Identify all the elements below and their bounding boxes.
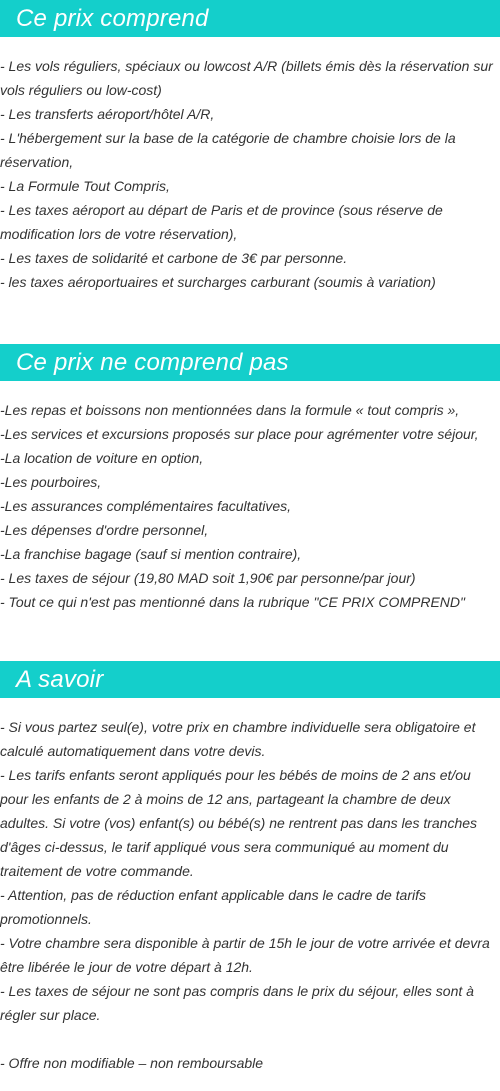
list-item: - Les tarifs enfants seront appliqués pour les bébés de moins de 2 ans et/ou pour les enfants de 2 à moins de 12 ans, partageant la chambre de deux adultes. Si votre (vos) enfant(s) ou bébé(s) ne rentrent pas dans les tranches d'âges ci-dessus, le tarif appliqué vous sera communiqué au moment du traitement de votre commande. [0,767,478,879]
list-item: -Les assurances complémentaires facultatives, [0,498,292,514]
list-item: -Les dépenses d'ordre personnel, [0,522,209,538]
list-item: -Les repas et boissons non mentionnées dans la formule « tout compris », [0,402,460,418]
list-item: - Les vols réguliers, spéciaux ou lowcost A/R (billets émis dès la réservation sur vols réguliers ou low-cost) [0,58,493,98]
list-item: - L'hébergement sur la base de la catégorie de chambre choisie lors de la réservation, [0,130,456,170]
list-item: -Les services et excursions proposés sur place pour agrémenter votre séjour, [0,426,479,442]
list-item: - Tout ce qui n'est pas mentionné dans la rubrique "CE PRIX COMPREND" [0,594,465,610]
list-item: - les taxes aéroportuaires et surcharges carburant (soumis à variation) [0,274,436,290]
list-item: - Attention, pas de réduction enfant applicable dans le cadre de tarifs promotionnels. [0,887,426,927]
section-header-a-savoir [0,661,500,698]
list-item: - Les taxes aéroport au départ de Paris et de province (sous réserve de modification lors de votre réservation), [0,202,443,242]
list-item: - Si vous partez seul(e), votre prix en chambre individuelle sera obligatoire et calculé automatiquement dans votre devis. [0,719,476,759]
list-item: - Les transferts aéroport/hôtel A/R, [0,106,215,122]
list-item: - Votre chambre sera disponible à partir de 15h le jour de votre arrivée et devra être libérée le jour de votre départ à 12h. [0,935,490,975]
section-body-a-savoir [0,715,500,1075]
list-item: - La Formule Tout Compris, [0,178,170,194]
list-item: - Offre non modifiable – non remboursable [0,1055,264,1071]
section-title: A savoir [16,666,104,693]
list-item: -La franchise bagage (sauf si mention contraire), [0,546,302,562]
section-body-ce-prix-comprend [0,54,500,294]
section-title: Ce prix ne comprend pas [16,349,289,376]
list-item: -Les pourboires, [0,474,102,490]
spacer [0,1027,500,1051]
list-item: -La location de voiture en option, [0,450,204,466]
list-item: - Les taxes de séjour (19,80 MAD soit 1,90€ par personne/par jour) [0,570,416,586]
section-title: Ce prix comprend [16,5,209,32]
section-header-ce-prix-ne-comprend-pas [0,344,500,381]
section-header-ce-prix-comprend [0,0,500,37]
section-body-ce-prix-ne-comprend-pas [0,398,500,614]
list-item: - Les taxes de séjour ne sont pas compris dans le prix du séjour, elles sont à régler sur place. [0,983,474,1023]
list-item: - Les taxes de solidarité et carbone de 3€ par personne. [0,250,348,266]
